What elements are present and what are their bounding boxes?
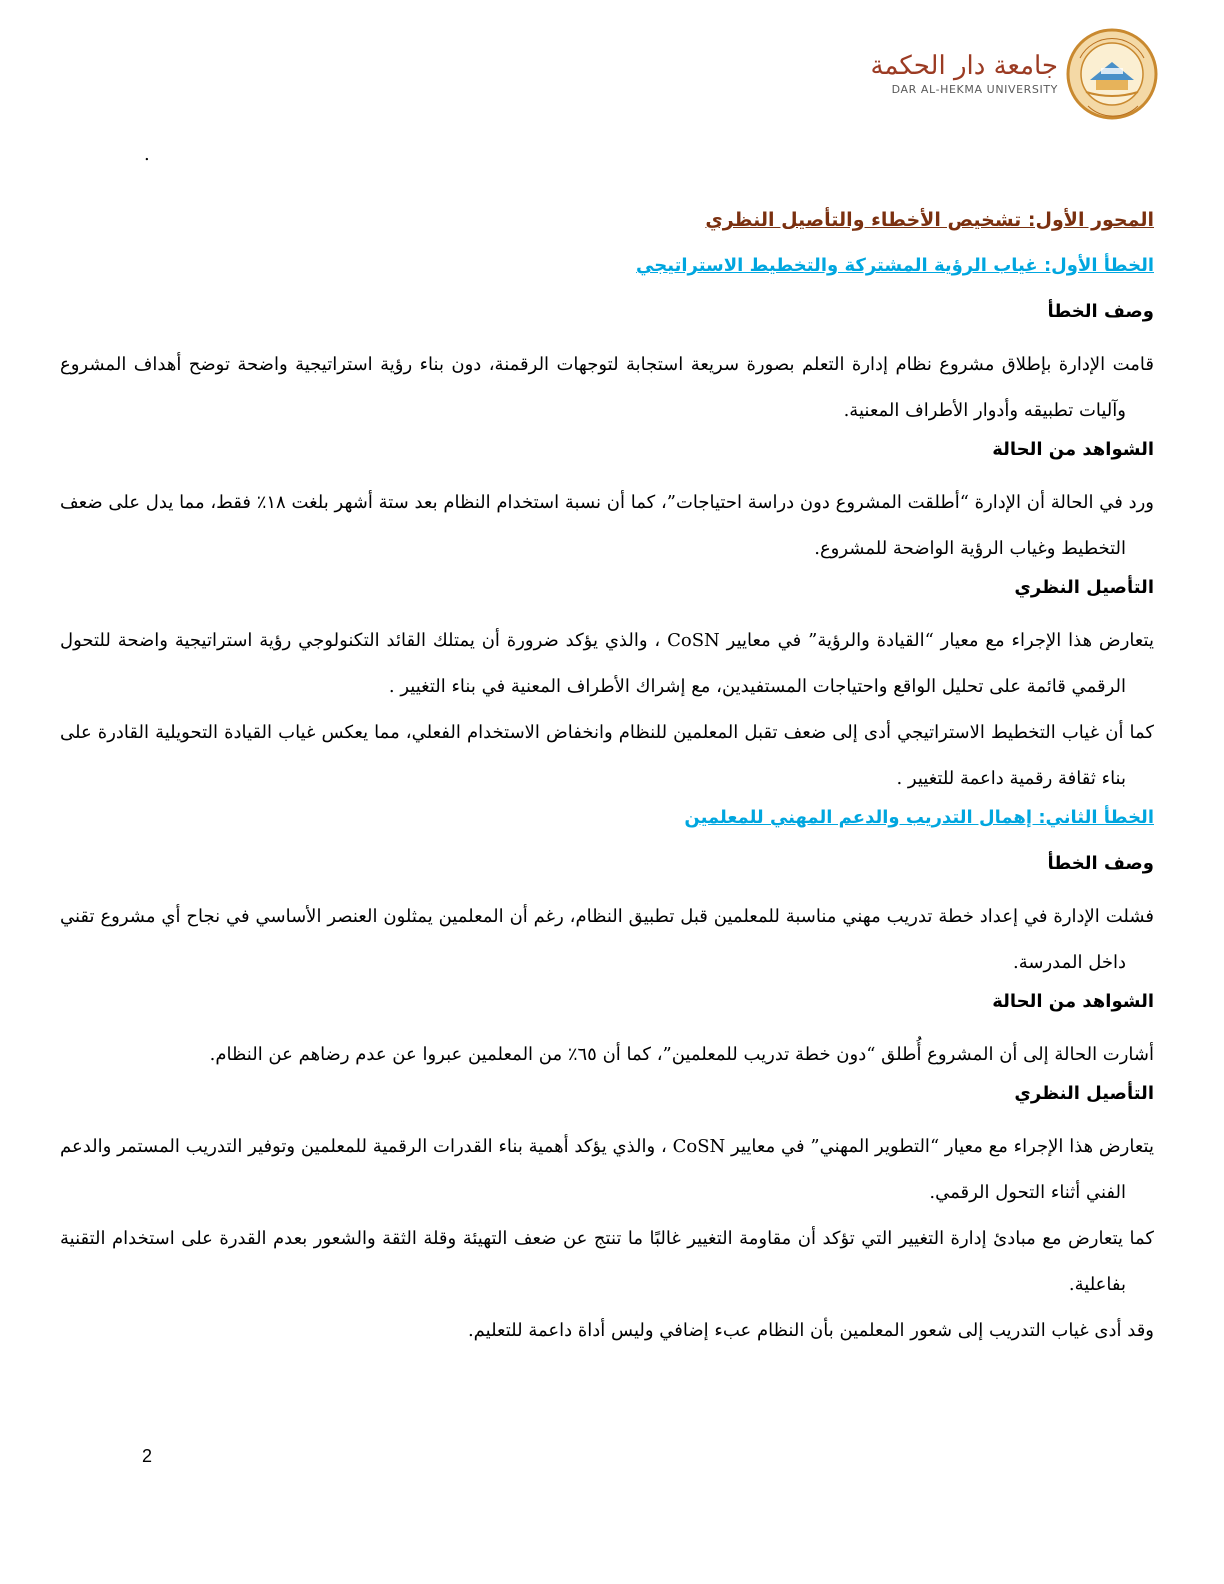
section-title: المحور الأول: تشخيص الأخطاء والتأصيل النظري xyxy=(705,209,1154,231)
error-2-theory-paragraph-3: وقد أدى غياب التدريب إلى شعور المعلمين بأن النظام عبء إضافي وليس أداة داعمة للتعليم. xyxy=(467,1320,1154,1341)
error-2-evidence-text: أشارت الحالة إلى أن المشروع أُطلق “دون خطة تدريب للمعلمين”، كما أن ٦٥٪ من المعلمين عبروا عن عدم رضاهم عن النظام. xyxy=(209,1044,1154,1065)
error-2-title: الخطأ الثاني: إهمال التدريب والدعم المهني للمعلمين xyxy=(684,807,1154,828)
page-number: 2 xyxy=(142,1446,153,1466)
error-2-description-heading: وصف الخطأ xyxy=(1047,853,1154,874)
error-1-theory-paragraph-1: يتعارض هذا الإجراء مع معيار “القيادة والرؤية” في معايير CoSN ، والذي يؤكد ضرورة أن يمتلك القائد التكنولوجي رؤية استراتيجية واضحة للتحول الرقمي قائمة على تحليل الواقع واحتياجات المستفيدين، مع إشراك الأطراف المعنية في بناء التغيير . xyxy=(60,630,1154,697)
university-wordmark xyxy=(870,52,1058,96)
error-1-description-text: قامت الإدارة بإطلاق مشروع نظام إدارة التعلم بصورة سريعة استجابة لتوجهات الرقمنة، دون بناء رؤية استراتيجية واضحة توضح أهداف المشروع وآليات تطبيقه وأدوار الأطراف المعنية. xyxy=(60,354,1154,421)
error-1-evidence-heading: الشواهد من الحالة xyxy=(992,439,1154,460)
error-2-theory-paragraph-1: يتعارض هذا الإجراء مع معيار “التطوير المهني” في معايير CoSN ، والذي يؤكد أهمية بناء القدرات الرقمية للمعلمين وتوفير التدريب المستمر والدعم الفني أثناء التحول الرقمي. xyxy=(60,1136,1154,1203)
error-2-evidence-heading: الشواهد من الحالة xyxy=(992,991,1154,1012)
error-1-theory-paragraph-2: كما أن غياب التخطيط الاستراتيجي أدى إلى ضعف تقبل المعلمين للنظام وانخفاض الاستخدام الفعلي، مما يعكس غياب القيادة التحويلية القادرة على بناء ثقافة رقمية داعمة للتغيير . xyxy=(60,722,1154,789)
university-name-english: DAR AL-HEKMA UNIVERSITY xyxy=(891,83,1058,96)
stray-mark: . xyxy=(144,144,150,165)
error-1-theory-heading: التأصيل النظري xyxy=(1014,577,1154,598)
error-2-description-text: فشلت الإدارة في إعداد خطة تدريب مهني مناسبة للمعلمين قبل تطبيق النظام، رغم أن المعلمين يمثلون العنصر الأساسي في نجاح أي مشروع تقني داخل المدرسة. xyxy=(60,906,1154,973)
error-1-title: الخطأ الأول: غياب الرؤية المشتركة والتخطيط الاستراتيجي xyxy=(636,255,1154,276)
error-1-evidence-text: ورد في الحالة أن الإدارة “أطلقت المشروع دون دراسة احتياجات”، كما أن نسبة استخدام النظام بعد ستة أشهر بلغت ١٨٪ فقط، مما يدل على ضعف التخطيط وغياب الرؤية الواضحة للمشروع. xyxy=(60,492,1154,559)
document-body xyxy=(60,204,1154,1354)
error-2-theory-heading: التأصيل النظري xyxy=(1014,1083,1154,1104)
error-1-description-heading: وصف الخطأ xyxy=(1047,301,1154,322)
error-2-theory-paragraph-2: كما يتعارض مع مبادئ إدارة التغيير التي تؤكد أن مقاومة التغيير غالبًا ما تنتج عن ضعف التهيئة وقلة الثقة والشعور بعدم القدرة على استخدام التقنية بفاعلية. xyxy=(60,1228,1154,1295)
university-name-arabic: جامعة دار الحكمة xyxy=(870,51,1058,81)
university-seal-logo xyxy=(1066,28,1158,120)
